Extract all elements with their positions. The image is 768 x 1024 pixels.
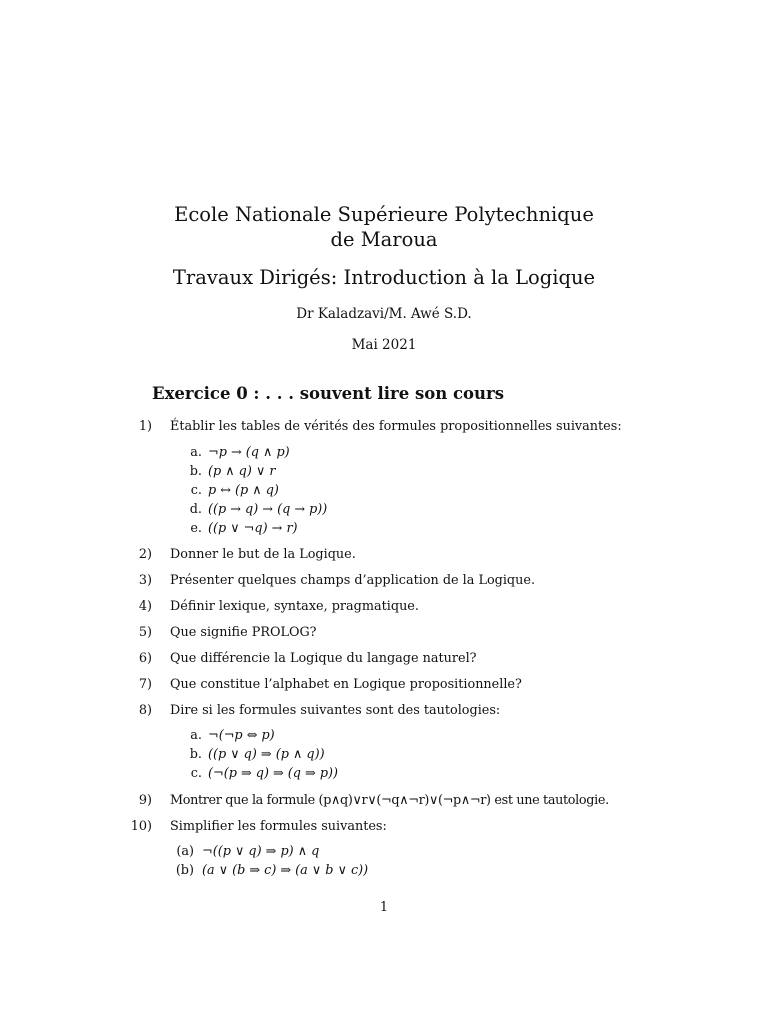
- question-text: Dire si les formules suivantes sont des tautologies:: [170, 703, 501, 718]
- formula-text: ((p ∨ ¬q) → r): [208, 521, 298, 536]
- question-number: 6): [138, 651, 152, 666]
- question-text: Que constitue l’alphabet en Logique propositionnelle?: [170, 677, 522, 692]
- date-line: Mai 2021: [351, 337, 417, 353]
- question-number: 1): [138, 419, 152, 434]
- question-text: Simplifier les formules suivantes:: [170, 819, 387, 834]
- question-number: 8): [138, 703, 152, 718]
- formula-text: p ↔ (p ∧ q): [208, 483, 279, 498]
- formula-label: a.: [190, 728, 202, 743]
- formula-text: (p ∧ q) ∨ r: [208, 464, 276, 479]
- question-number: 3): [138, 573, 152, 588]
- formula-label: a.: [190, 445, 202, 460]
- exercise-heading: Exercice 0 : . . . souvent lire son cours: [152, 384, 505, 403]
- question-text: Montrer que la formule (p∧q)∨r∨(¬q∧¬r)∨(¬p∧¬r) est une tautologie.: [170, 793, 609, 808]
- question-text: Établir les tables de vérités des formules propositionnelles suivantes:: [170, 419, 622, 434]
- question-text: Donner le but de la Logique.: [170, 547, 356, 562]
- formula-label: (b): [175, 863, 194, 878]
- formula-text: ¬(¬p ⇔ p): [208, 728, 275, 743]
- formula-label: (a): [176, 844, 194, 859]
- formula-label: c.: [190, 766, 202, 781]
- question-text: Que différencie la Logique du langage naturel?: [170, 651, 477, 666]
- question-number: 4): [138, 599, 152, 614]
- formula-label: e.: [190, 521, 202, 536]
- question-number: 5): [138, 625, 152, 640]
- question-text: Que signifie PROLOG?: [170, 625, 317, 640]
- question-number: 10): [130, 819, 152, 834]
- document-subtitle: Travaux Dirigés: Introduction à la Logique: [172, 266, 596, 289]
- question-number: 7): [138, 677, 152, 692]
- formula-text: ¬((p ∨ q) ⇒ p) ∧ q: [202, 844, 320, 859]
- question-number: 9): [138, 793, 152, 808]
- page-number: 1: [379, 900, 389, 915]
- question-text: Définir lexique, syntaxe, pragmatique.: [170, 599, 419, 614]
- question-number: 2): [138, 547, 152, 562]
- formula-text: ((p ∨ q) ⇒ (p ∧ q)): [208, 747, 325, 762]
- question-text: Présenter quelques champs d’application de la Logique.: [170, 573, 536, 588]
- school-title: Ecole Nationale Supérieure Polytechnique de Maroua: [174, 203, 594, 251]
- formula-label: d.: [189, 502, 202, 517]
- formula-text: (a ∨ (b ⇒ c) ⇒ (a ∨ b ∨ c)): [202, 863, 369, 878]
- author-line: Dr Kaladzavi/M. Awé S.D.: [296, 306, 472, 322]
- formula-text: ¬p → (q ∧ p): [208, 445, 290, 460]
- formula-text: (¬(p ⇒ q) ⇒ (q ⇒ p)): [208, 766, 339, 781]
- formula-text: ((p → q) → (q → p)): [208, 502, 328, 517]
- formula-label: b.: [189, 747, 202, 762]
- formula-label: b.: [189, 464, 202, 479]
- formula-label: c.: [190, 483, 202, 498]
